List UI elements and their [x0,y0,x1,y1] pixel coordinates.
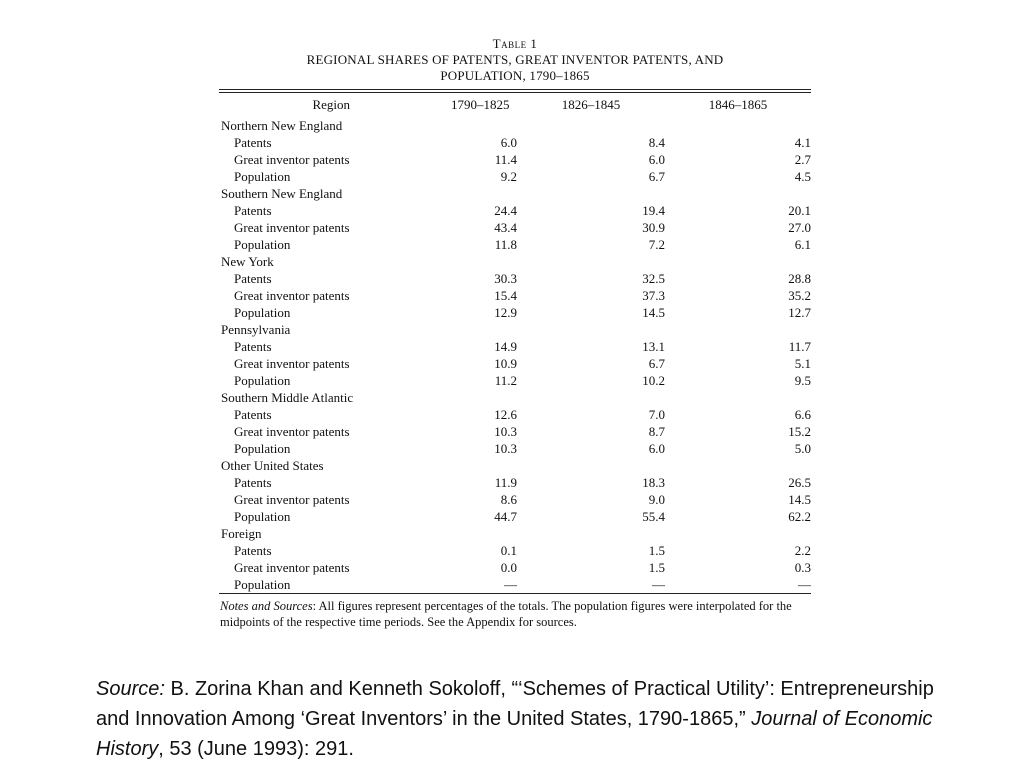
source-citation [96,674,956,764]
region-label: New York [221,254,274,269]
table-cell: 15.2 [788,424,811,439]
table-label: Table 1 [492,36,538,51]
table-cell: 6.0 [500,135,518,150]
row-label: Population [234,577,291,592]
table-cell: 6.6 [794,407,811,422]
table-cell: 14.5 [788,492,811,507]
region-label: Other United States [221,458,324,473]
table-row [219,355,811,372]
table-cell: 8.6 [500,492,518,507]
table-cell: 8.7 [648,424,666,439]
row-label: Population [234,237,291,252]
table-title-line-2: POPULATION, 1790–1865 [440,68,590,83]
table-cell: 10.9 [494,356,518,371]
region-label: Southern Middle Atlantic [221,390,354,405]
row-label: Patents [234,135,272,150]
header-period-3: 1846–1865 [708,97,768,112]
table-figure [219,36,811,630]
table-cell: 6.1 [794,237,811,252]
table-cell: 11.7 [788,339,811,354]
row-label: Population [234,169,291,184]
row-label: Great inventor patents [234,152,350,167]
table-cell: 30.3 [494,271,518,286]
table-cell: 6.0 [648,441,666,456]
table-cell: 28.8 [788,271,811,286]
region-label: Pennsylvania [221,322,291,337]
table-cell: 62.2 [788,509,811,524]
row-label: Population [234,373,291,388]
table-cell: 2.2 [794,543,811,558]
row-label: Patents [234,407,272,422]
table-row [219,134,811,151]
table-cell: 14.9 [494,339,518,354]
table-cell: 2.7 [794,152,811,167]
table-row [219,508,811,525]
table-cell: 5.0 [794,441,811,456]
table-cell: 5.1 [794,356,811,371]
table-row [219,559,811,576]
region-label: Foreign [221,526,262,541]
table-cell: 9.5 [794,373,811,388]
table-cell: 11.8 [494,237,518,252]
source-text-1: B. Zorina Khan and Kenneth Sokoloff, “‘Schemes of Practical Utility’: Entrepreneurship and Innovation Among ‘Great Inventors’ in the United States, 1790-1865,” [96,678,934,730]
row-label: Patents [234,339,272,354]
table-cell: 35.2 [788,288,811,303]
table-cell: 44.7 [494,509,518,524]
region-label: Southern New England [221,186,343,201]
table-cell: 27.0 [788,220,811,235]
table-cell: 1.5 [648,543,666,558]
table-cell: 9.0 [648,492,666,507]
table-row [219,576,811,593]
table-cell: — [652,577,666,592]
header-period-1: 1790–1825 [451,97,510,112]
table-title-line-1: REGIONAL SHARES OF PATENTS, GREAT INVENTOR PATENTS, AND [306,52,724,67]
table-cell: 32.5 [642,271,666,286]
table-row [219,236,811,253]
table-cell: 24.4 [494,203,518,218]
table-cell: 18.3 [642,475,666,490]
table-cell: — [798,577,811,592]
table-row [219,168,811,185]
table-cell: 7.2 [648,237,666,252]
table-cell: 0.1 [500,543,518,558]
row-label: Patents [234,543,272,558]
region-row [219,321,811,338]
table-cell: 0.3 [794,560,811,575]
region-label: Northern New England [221,118,343,133]
bottom-rule [219,593,811,594]
table-cell: 12.6 [494,407,518,422]
row-label: Patents [234,475,272,490]
header-region: Region [312,97,351,112]
table-cell: 10.2 [642,373,666,388]
row-label: Great inventor patents [234,560,350,575]
row-label: Population [234,305,291,320]
table-row [219,151,811,168]
table-row [219,270,811,287]
table-row [219,423,811,440]
row-label: Great inventor patents [234,424,350,439]
table-cell: 0.0 [500,560,518,575]
table-cell: 12.9 [494,305,518,320]
table-cell: 26.5 [788,475,811,490]
table-cell: 30.9 [642,220,666,235]
row-label: Great inventor patents [234,356,350,371]
row-label: Patents [234,203,272,218]
table-cell: 6.0 [648,152,666,167]
table-cell: 10.3 [494,424,518,439]
notes-text: : All figures represent percentages of the totals. The population figures were interpolated for the midpoints of the respective time periods. See the Appendix for sources. [220,599,792,629]
table-row [219,287,811,304]
table-cell: 11.9 [494,475,518,490]
table-cell: 1.5 [648,560,666,575]
region-row [219,389,811,406]
region-row [219,457,811,474]
table-cell: 4.1 [794,135,811,150]
table-cell: 11.4 [494,152,518,167]
source-lead: Source: [96,678,165,700]
table-cell: 15.4 [494,288,518,303]
table-cell: 20.1 [788,203,811,218]
table-row [219,304,811,321]
table-row [219,406,811,423]
table-cell: 19.4 [642,203,666,218]
region-row [219,253,811,270]
region-row [219,525,811,542]
table-cell: 6.7 [648,169,666,184]
row-label: Great inventor patents [234,492,350,507]
table-cell: 37.3 [642,288,666,303]
table-notes [219,598,811,630]
table-row [219,491,811,508]
table-row [219,372,811,389]
data-table [219,93,811,593]
table-cell: 14.5 [642,305,666,320]
table-cell: 13.1 [642,339,666,354]
source-text-2: , 53 (June 1993): 291. [158,738,354,760]
region-row [219,185,811,202]
table-row [219,474,811,491]
header-row [219,93,811,117]
table-row [219,440,811,457]
region-row [219,117,811,134]
table-cell: 4.5 [794,169,811,184]
table-caption [219,36,811,84]
table-row [219,219,811,236]
row-label: Great inventor patents [234,220,350,235]
table-cell: 6.7 [648,356,666,371]
source-journal: Journal of Economic History [96,708,933,760]
row-label: Population [234,509,291,524]
table-cell: 55.4 [642,509,666,524]
row-label: Patents [234,271,272,286]
row-label: Population [234,441,291,456]
table-cell: 9.2 [500,169,518,184]
row-label: Great inventor patents [234,288,350,303]
header-period-2: 1826–1845 [561,97,621,112]
table-body [219,117,811,593]
table-cell: 7.0 [648,407,666,422]
table-header [219,93,811,117]
table-cell: — [504,577,518,592]
table-row [219,202,811,219]
table-cell: 11.2 [494,373,518,388]
table-cell: 8.4 [648,135,666,150]
table-cell: 43.4 [494,220,518,235]
table-row [219,542,811,559]
table-cell: 10.3 [494,441,518,456]
notes-lead: Notes and Sources [220,599,313,613]
table-row [219,338,811,355]
table-cell: 12.7 [788,305,811,320]
